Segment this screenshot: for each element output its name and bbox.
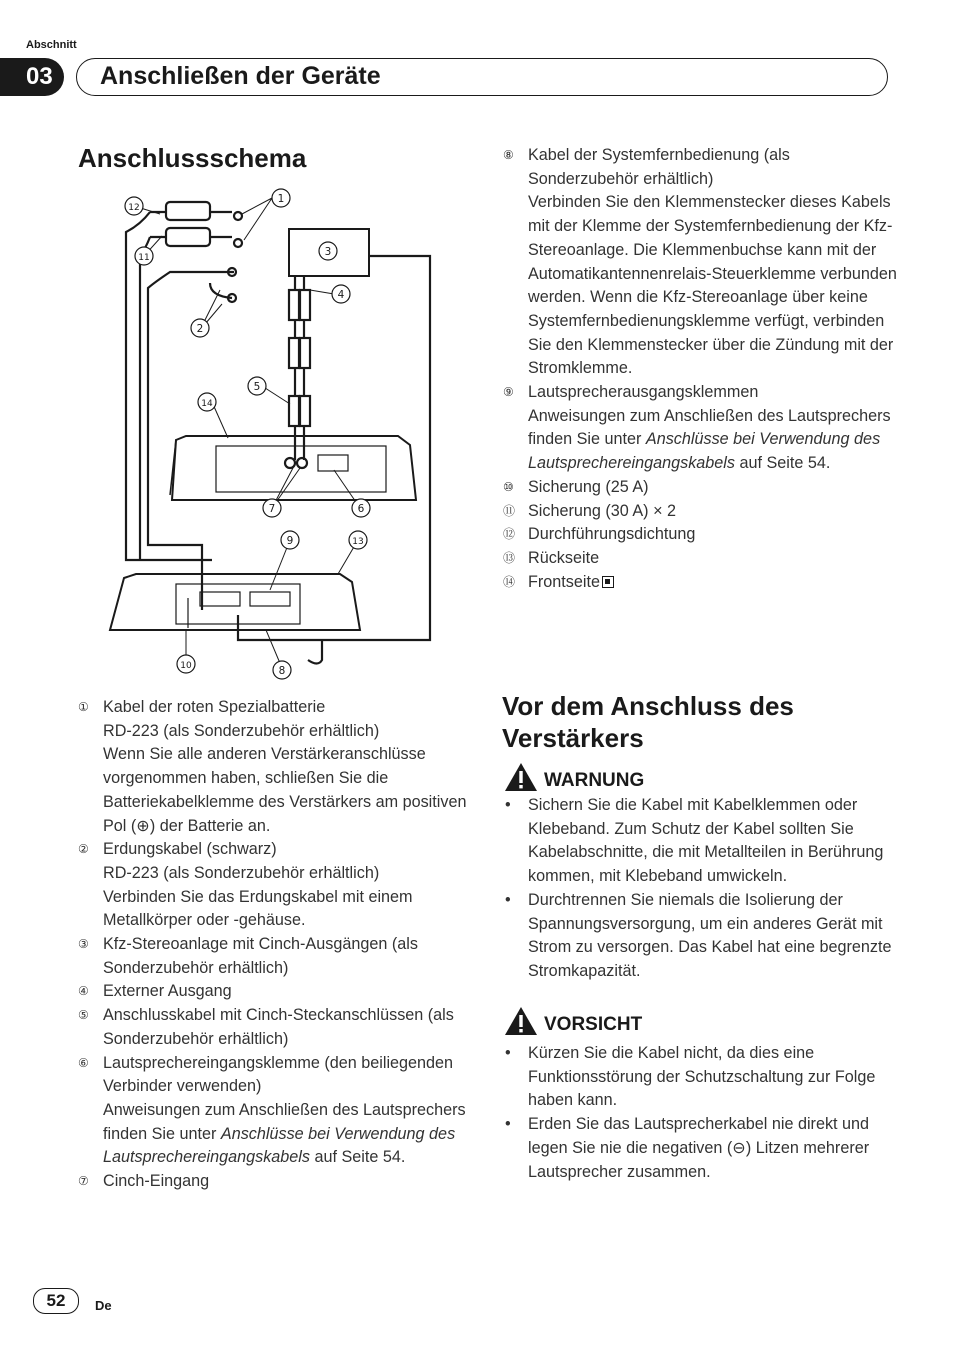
caution-list	[503, 1042, 898, 1184]
legend-list-right	[503, 144, 898, 594]
legend-item-1	[78, 696, 468, 838]
legend-text: Frontseite	[528, 571, 898, 595]
warning-list	[503, 794, 898, 984]
warning-item: • Sichern Sie die Kabel mit Kabelklemmen oder Klebeband. Zum Schutz der Kabel sollten Sie Kabelabschnitte, die mit Metallteilen in Berührung kommen, mit Klebeband umwickeln.	[505, 796, 884, 886]
callout-8: 8	[278, 665, 286, 677]
callout-5: 5	[253, 381, 261, 393]
legend-text: Wenn Sie alle anderen Verstärkeranschlüsse vorgenommen haben, schließen Sie die Batteriekabelklemme des Verstärkers am positiven Pol (⊕) der Batterie an.	[103, 745, 467, 835]
heading-anschlussschema: Anschlussschema	[78, 143, 307, 173]
callout-4: 4	[337, 289, 345, 301]
cross-reference-link[interactable]: Anschlüsse bei Verwendung des Lautsprechereingangskabels	[103, 1124, 456, 1167]
callout-13: 13	[352, 537, 364, 547]
legend-text: Anschlusskabel mit Cinch-Steckanschlüssen (als Sonderzubehör erhältlich)	[103, 1006, 454, 1048]
legend-text: Externer Ausgang	[103, 982, 232, 1001]
legend-number: ⑦	[78, 1174, 89, 1189]
legend-text: Kfz-Stereoanlage mit Cinch-Ausgängen (als Sonderzubehör erhältlich)	[103, 935, 418, 977]
callout-14: 14	[201, 399, 213, 409]
legend-list-left	[78, 696, 468, 1194]
legend-text: Erdungskabel (schwarz)	[103, 840, 277, 859]
callout-10: 10	[180, 661, 192, 671]
caution-header	[504, 1006, 642, 1036]
callout-1: 1	[277, 193, 285, 205]
legend-number: ①	[78, 700, 89, 714]
legend-text: Rückseite	[528, 548, 600, 567]
legend-text: Sicherung (30 A) × 2	[528, 501, 677, 520]
legend-number: ②	[78, 842, 89, 857]
legend-text: Kabel der roten Spezialbatterie	[103, 698, 326, 716]
legend-item-7	[78, 1170, 468, 1194]
callout-9: 9	[286, 535, 294, 547]
legend-item-10	[503, 476, 898, 500]
cross-reference-link[interactable]: Anschlüsse bei Verwendung des Lautsprechereingangskabels	[528, 430, 881, 473]
end-of-section-icon	[602, 576, 614, 588]
chapter-title: Anschließen der Geräte	[100, 62, 381, 90]
legend-number: ⑤	[78, 1008, 89, 1023]
legend-text: Cinch-Eingang	[103, 1172, 210, 1191]
warning-label: WARNUNG	[544, 770, 645, 791]
legend-text: Sicherung (25 A)	[528, 477, 649, 496]
caution-item: • Erden Sie das Lautsprecherkabel nie direkt und legen Sie nie die negativen (⊖) Litzen mehrerer Lautsprecher zusammen.	[505, 1115, 870, 1181]
callout-11: 11	[138, 253, 150, 263]
legend-item-13	[503, 547, 898, 571]
legend-text: Durchführungsdichtung	[528, 525, 696, 544]
diagram-callouts	[125, 189, 370, 679]
warning-header	[504, 762, 644, 792]
legend-number: ⑬	[503, 550, 516, 565]
legend-item-14	[503, 571, 898, 595]
legend-number: ⑭	[503, 574, 516, 589]
legend-item-12	[503, 523, 898, 547]
callout-7: 7	[268, 503, 276, 515]
legend-item-2	[78, 838, 468, 933]
legend-text: RD-223 (als Sonderzubehör erhältlich)	[103, 721, 380, 740]
heading-vor-dem-anschluss: Vor dem Anschluss des Verstärkers	[502, 691, 794, 753]
legend-text: Verbinden Sie den Klemmenstecker dieses Kabels mit der Klemme der Systemfernbedienung der Kfz-Stereoanlage. Die Klemmenbuchse kann mit der Automatikantennenrelais-Steuerklemme verbunden werden. Wenn die Kfz-Stereoanlage über keine Systemfernbedienungsklemme verfügt, verbinden Sie den Klemmenstecker über die Zündung mit der Stromklemme.	[528, 193, 897, 378]
callout-12: 12	[128, 203, 140, 213]
legend-number: ⑫	[503, 527, 516, 542]
callout-6: 6	[357, 503, 365, 515]
legend-number: ⑧	[503, 148, 514, 162]
caution-label: VORSICHT	[544, 1014, 643, 1035]
legend-reference: Anweisungen zum Anschließen des Lautsprechers finden Sie unter Anschlüsse bei Verwendung des Lautsprechereingangskabels auf Seite 54.	[528, 406, 891, 473]
chapter-number: 03	[0, 58, 64, 96]
legend-text: Lautsprecherausgangsklemmen	[528, 383, 759, 402]
page-number: 52	[33, 1288, 79, 1314]
legend-reference: Anweisungen zum Anschließen des Lautsprechers finden Sie unter Anschlüsse bei Verwendung des Lautsprechereingangskabels auf Seite 54.	[103, 1100, 466, 1167]
warning-triangle-icon	[504, 762, 538, 792]
callout-3: 3	[324, 246, 332, 258]
legend-number: ⑨	[503, 385, 514, 400]
legend-text: Kabel der Systemfernbedienung (als Sonderzubehör erhältlich)	[528, 146, 790, 188]
callout-2: 2	[196, 323, 204, 335]
legend-text: Lautsprechereingangsklemme (den beiliegenden Verbinder verwenden)	[103, 1053, 454, 1096]
legend-number: ③	[78, 937, 89, 952]
legend-item-6	[78, 1052, 468, 1171]
legend-item-4	[78, 980, 468, 1004]
legend-number: ⑥	[78, 1055, 89, 1070]
legend-item-11	[503, 500, 898, 524]
wiring-diagram	[100, 180, 440, 680]
legend-item-5	[78, 1004, 468, 1051]
legend-item-8	[503, 144, 898, 381]
legend-number: ④	[78, 984, 89, 999]
legend-number: ⑪	[503, 503, 516, 518]
legend-number: ⑩	[503, 479, 514, 494]
legend-text: RD-223 (als Sonderzubehör erhältlich)	[103, 863, 380, 882]
warning-triangle-icon	[504, 1006, 538, 1036]
warning-item: • Durchtrennen Sie niemals die Isolierung der Spannungsversorgung, um ein anderes Gerät mit Strom zu versorgen. Das Kabel hat eine begrenzte Stromkapazität.	[505, 890, 892, 980]
section-label: Abschnitt	[26, 39, 77, 51]
caution-item: • Kürzen Sie die Kabel nicht, da dies eine Funktionsstörung der Schutzschaltung zur Folge haben kann.	[505, 1044, 876, 1110]
legend-text: Verbinden Sie das Erdungskabel mit einem Metallkörper oder -gehäuse.	[103, 887, 413, 930]
legend-item-9	[503, 381, 898, 476]
language-code: De	[95, 1298, 112, 1313]
legend-item-3	[78, 933, 468, 980]
